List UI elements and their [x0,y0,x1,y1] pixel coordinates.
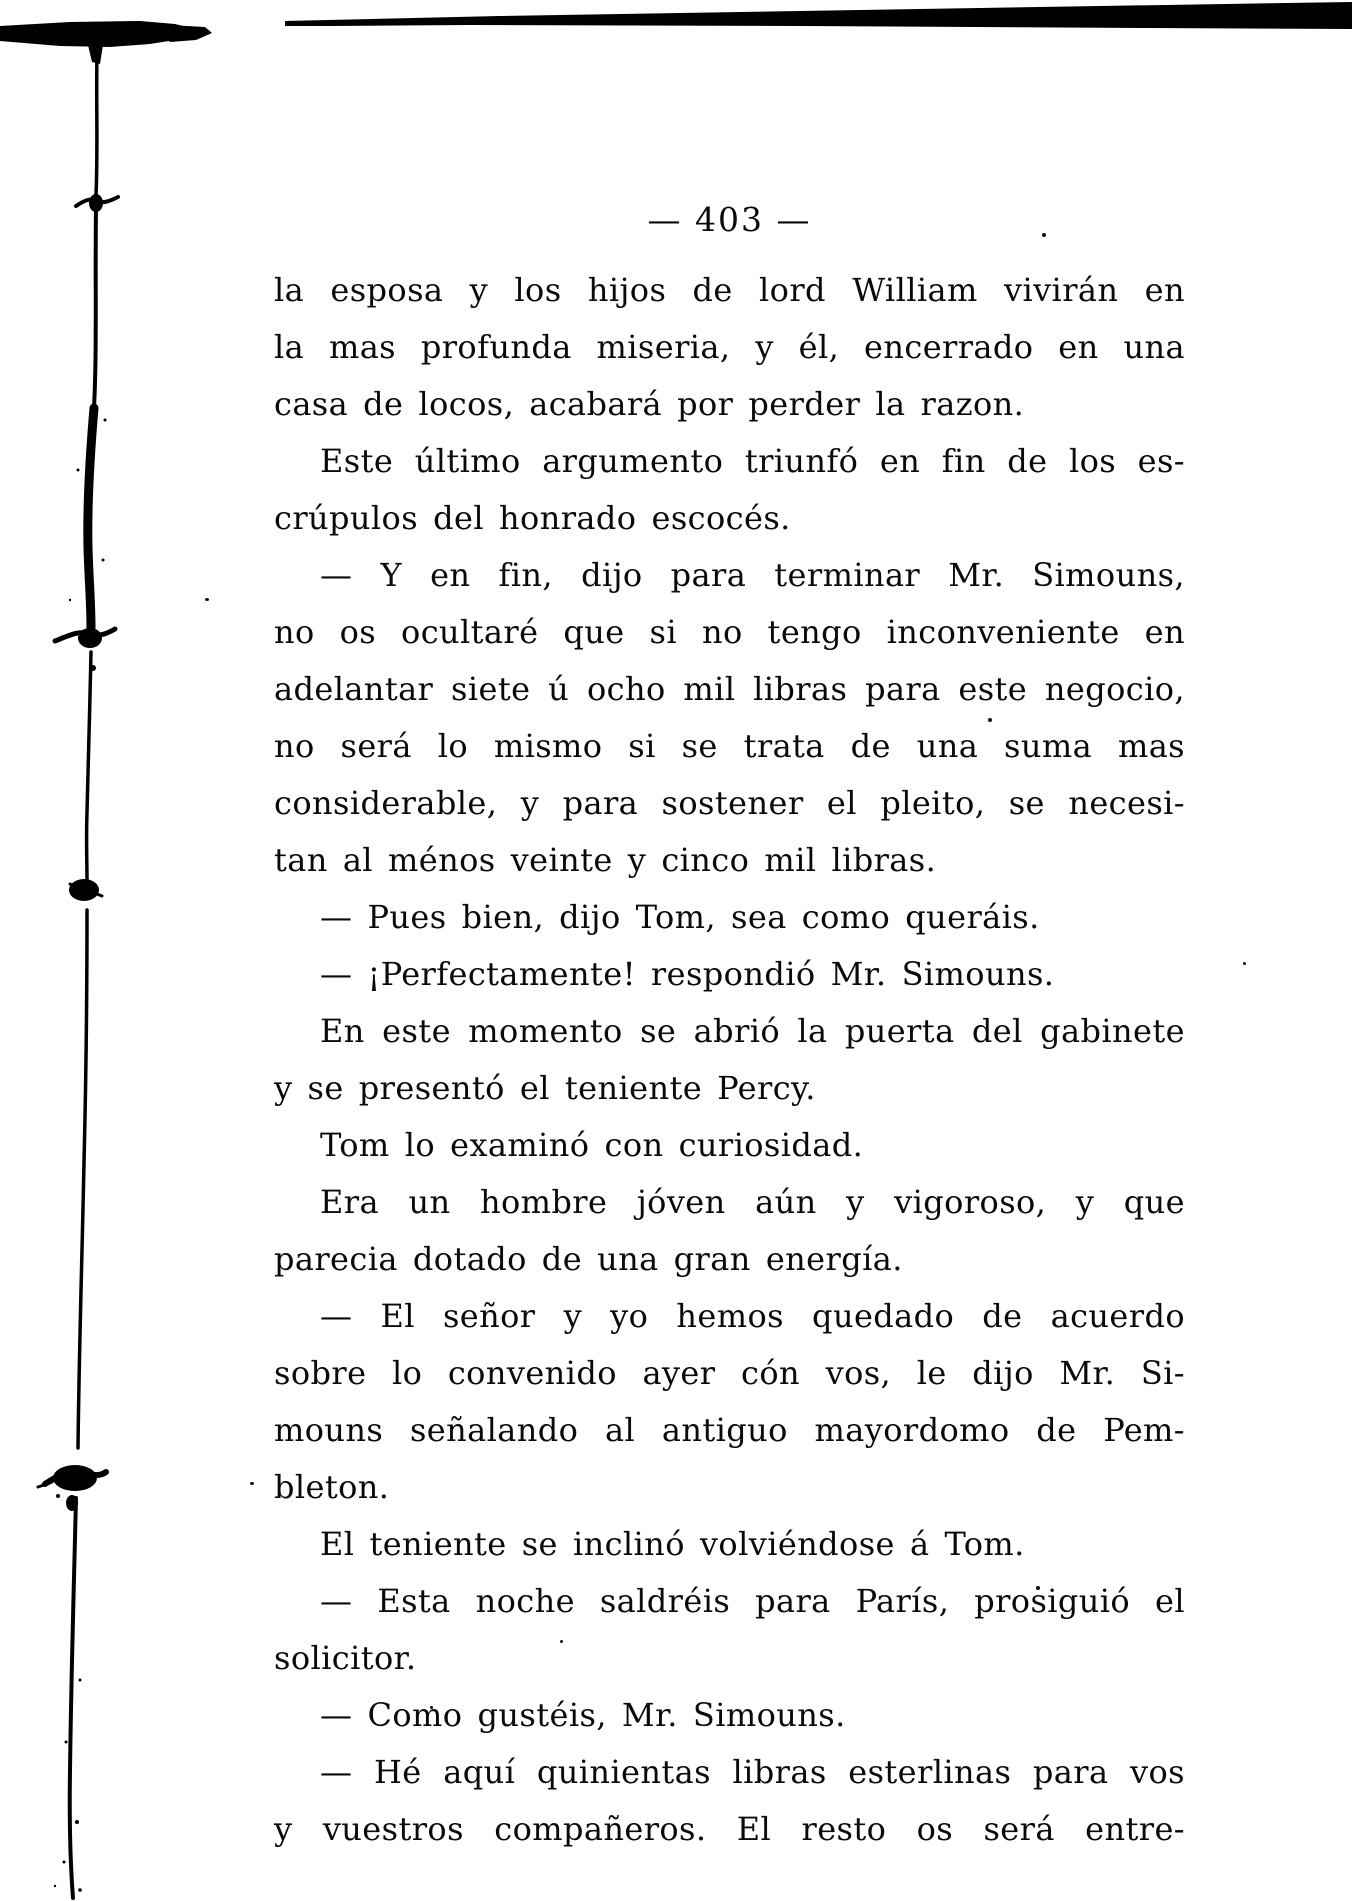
text-lines [274,262,1185,1858]
text-line: Era un hombre jóven aún y vigoroso, y que [320,1183,1185,1221]
text-line: no os ocultaré que si no tengo inconveniente en [274,613,1185,651]
text-line: — Como gustéis, Mr. Simouns. [320,1696,846,1734]
text-line: tan al ménos veinte y cinco mil libras. [274,841,937,879]
ink-speck [250,1482,254,1485]
text-block [274,197,1185,1848]
text-line: — Hé aquí quinientas libras esterlinas para vos [320,1753,1185,1791]
ink-speck [1243,962,1246,965]
text-line: crúpulos del honrado escocés. [274,499,791,537]
binding-thread-icon [0,0,150,1901]
text-line: adelantar siete ú ocho mil libras para este negocio, [274,670,1185,708]
text-line: — Y en fin, dijo para terminar Mr. Simouns, [320,556,1185,594]
text-line: sobre lo convenido ayer cón vos, le dijo Mr. Si- [274,1354,1185,1392]
text-line: y vuestros compañeros. El resto os será entre- [274,1810,1185,1848]
text-line: casa de locos, acabará por perder la razon. [274,385,1025,423]
text-line: En este momento se abrió la puerta del gabinete [320,1012,1185,1050]
ink-speck [205,598,209,601]
text-line: solicitor. [274,1639,417,1677]
text-line: El teniente se inclinó volviéndose á Tom. [320,1525,1025,1563]
text-line: mouns señalando al antiguo mayordomo de Pem- [274,1411,1185,1449]
text-line: Tom lo examinó con curiosidad. [320,1126,864,1164]
text-line: bleton. [274,1468,390,1506]
text-line: la esposa y los hijos de lord William vivirán en [274,271,1185,309]
text-line: y se presentó el teniente Percy. [274,1069,816,1107]
text-line: no será lo mismo si se trata de una suma mas [274,727,1185,765]
page-number: — 403 — [647,200,812,239]
text-line: — ¡Perfectamente! respondió Mr. Simouns. [320,955,1055,993]
text-line: — Pues bien, dijo Tom, sea como queráis. [320,898,1040,936]
text-line: Este último argumento triunfó en fin de los es- [320,442,1185,480]
text-line: — El señor y yo hemos quedado de acuerdo [320,1297,1185,1335]
text-line: — Esta noche saldréis para París, prosiguió el [320,1582,1185,1620]
text-line: considerable, y para sostener el pleito, se necesi- [274,784,1185,822]
text-line: la mas profunda miseria, y él, encerrado en una [274,328,1185,366]
text-line: parecia dotado de una gran energía. [274,1240,903,1278]
